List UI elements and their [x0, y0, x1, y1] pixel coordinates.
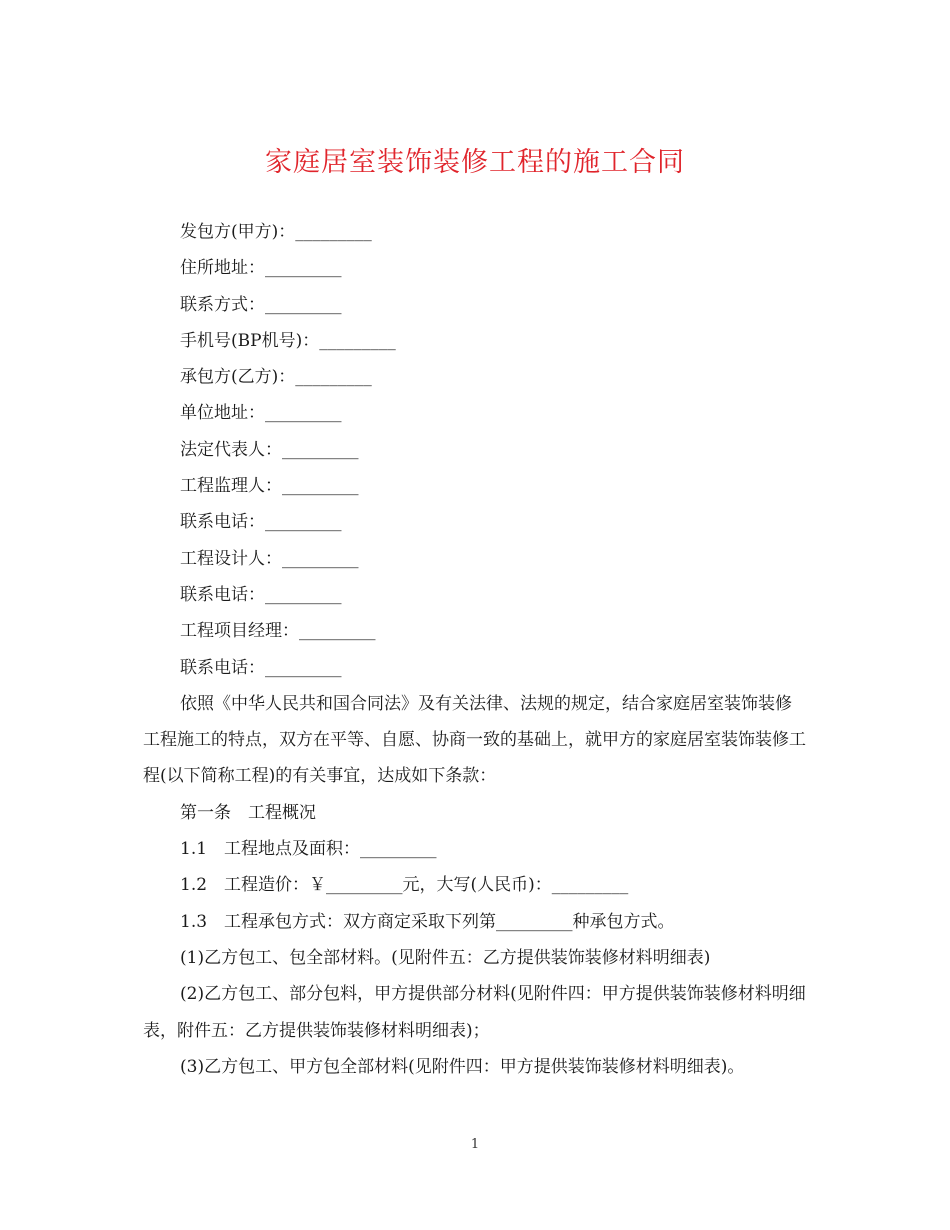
field-supervisor-phone: 联系电话：_________: [180, 512, 342, 533]
option-1: (1)乙方包工、包全部材料。(见附件五：乙方提供装饰装修材料明细表): [180, 947, 711, 968]
page-number: 1: [470, 1137, 480, 1152]
field-project-manager: 工程项目经理：_________: [180, 621, 376, 642]
field-designer: 工程设计人：_________: [180, 548, 359, 569]
field-party-a: 发包方(甲方)：_________: [180, 222, 372, 242]
field-project-manager-phone: 联系电话：_________: [180, 657, 342, 678]
field-party-b-address: 单位地址：_________: [180, 403, 342, 424]
field-party-a-contact: 联系方式：_________: [180, 294, 342, 315]
intro-paragraph: 依照《中华人民共和国合同法》及有关法律、法规的规定，结合家庭居室装饰装修工程施工的特点，双方在平等、自愿、协商一致的基础上，就甲方的家庭居室装饰装修工程(以下简称工程)的有关事宜，达成如下条款：: [143, 693, 806, 787]
clause-1-1: 1.1 工程地点及面积：_________: [180, 839, 437, 860]
clause-1-3: 1.3 工程承包方式：双方商定采取下列第_________种承包方式。: [180, 911, 675, 932]
field-designer-phone: 联系电话：_________: [180, 584, 342, 605]
document-title: 家庭居室装饰装修工程的施工合同: [265, 147, 685, 178]
option-3: (3)乙方包工、甲方包全部材料(见附件四：甲方提供装饰装修材料明细表)。: [180, 1056, 745, 1077]
clause-1-2: 1.2 工程造价：￥_________元，大写(人民币)：_________: [180, 875, 629, 896]
article-1-heading: 第一条 工程概况: [180, 802, 316, 823]
option-2: (2)乙方包工、部分包料，甲方提供部分材料(见附件四：甲方提供装饰装修材料明细表，附件五：乙方提供装饰装修材料明细表)；: [143, 984, 806, 1041]
document-body: [143, 214, 807, 1085]
field-party-b: 承包方(乙方)：_________: [180, 367, 372, 388]
field-party-a-address: 住所地址：_________: [180, 258, 342, 279]
field-supervisor: 工程监理人：_________: [180, 476, 359, 497]
field-legal-representative: 法定代表人：_________: [180, 439, 359, 460]
field-party-a-mobile: 手机号(BP机号)：_________: [180, 330, 396, 351]
